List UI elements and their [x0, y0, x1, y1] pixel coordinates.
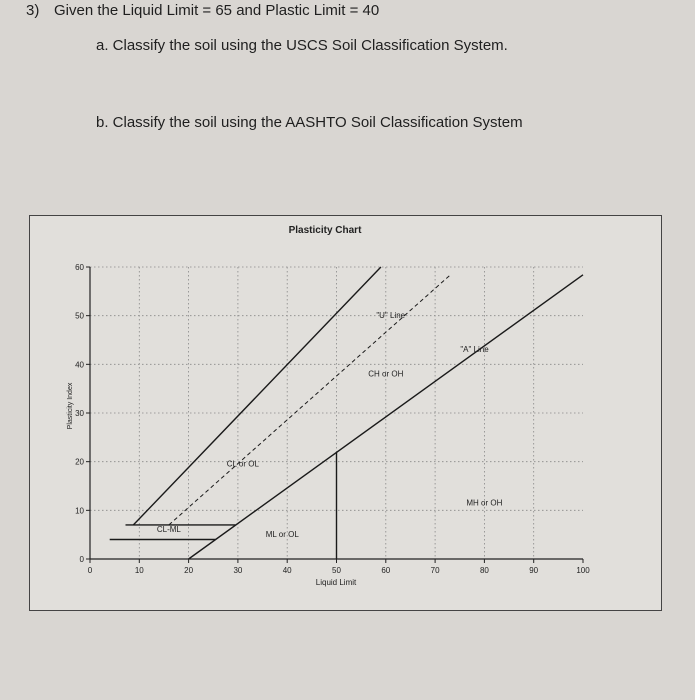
chart-frame	[29, 215, 662, 611]
region-label: CL-ML	[156, 525, 181, 535]
question-part-b: b. Classify the soil using the AASHTO Soil Classification System	[96, 114, 523, 131]
x-tick-label: 10	[134, 566, 144, 575]
x-tick-label: 30	[233, 566, 243, 575]
region-label: "A" Line	[460, 345, 489, 355]
region-label: CH or OH	[368, 369, 404, 379]
x-tick-label: 0	[87, 566, 93, 575]
x-tick-label: 40	[282, 566, 292, 575]
region-label: ML or OL	[265, 530, 299, 540]
y-tick-label: 0	[79, 555, 84, 564]
region-label: MH or OH	[466, 498, 503, 508]
region-label: CL or OL	[226, 459, 259, 469]
y-tick-label: 40	[75, 360, 84, 370]
plasticity-chart	[30, 216, 661, 610]
question-number: 3)	[26, 2, 40, 19]
y-tick-label: 60	[75, 263, 84, 272]
x-tick-label: 80	[479, 566, 489, 575]
x-tick-label: 60	[381, 566, 391, 575]
question-stem	[26, 2, 379, 19]
y-tick-label: 20	[75, 457, 84, 467]
x-tick-label: 70	[430, 566, 440, 575]
region-label: "U" Line	[376, 311, 406, 321]
x-tick-label: 50	[332, 566, 341, 575]
chart-title: Plasticity Chart	[288, 225, 362, 236]
series-line	[169, 275, 450, 525]
region-labels	[157, 311, 503, 539]
axes	[75, 263, 590, 575]
question-part-a: a. Classify the soil using the USCS Soil Classification System.	[96, 37, 508, 54]
x-tick-label: 20	[184, 566, 194, 575]
x-tick-label: 100	[576, 566, 590, 575]
y-tick-label: 30	[75, 409, 84, 418]
y-tick-label: 50	[75, 311, 84, 321]
x-axis-label: Liquid Limit	[315, 578, 357, 587]
series-line	[133, 267, 381, 525]
y-tick-label: 10	[75, 506, 84, 516]
question-text: Given the Liquid Limit = 65 and Plastic Limit = 40	[54, 2, 380, 19]
y-axis-label: Plasticity Index	[67, 382, 74, 430]
x-tick-label: 90	[529, 566, 539, 575]
